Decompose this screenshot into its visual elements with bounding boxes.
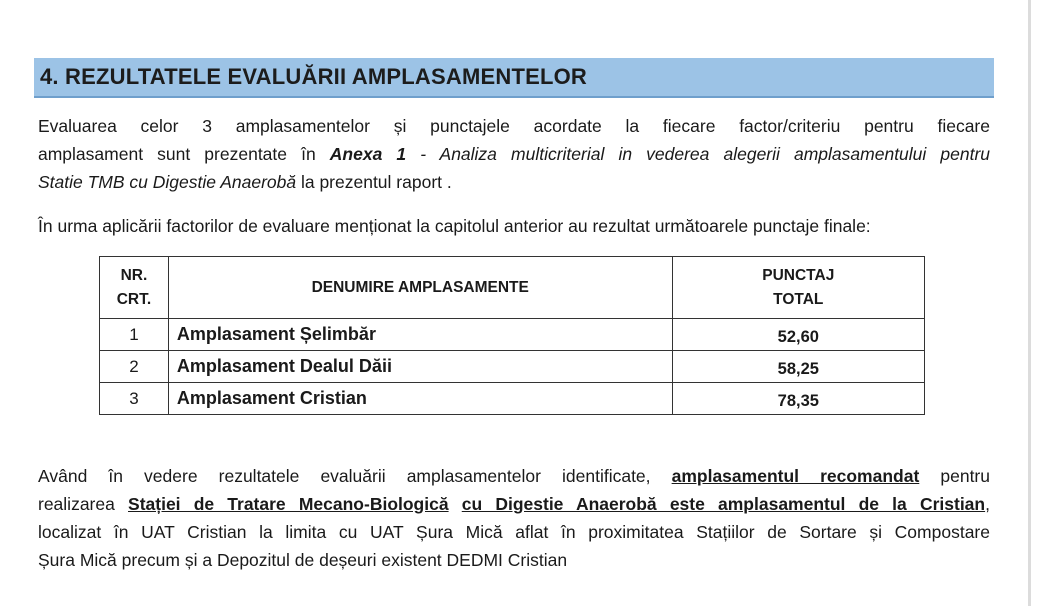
paragraph-intro-line-1: Evaluarea celor 3 amplasamentelor și punctajele acordate la fiecare factor/criteriu pentru fiecare: [38, 116, 990, 136]
header-nr-line2: CRT.: [116, 290, 152, 308]
text-normal: [449, 494, 462, 514]
row-score: 78,35: [672, 383, 924, 415]
table-header-row: [100, 257, 925, 319]
header-score: [672, 257, 924, 319]
annex-title-continued: Statie TMB cu Digestie Anaerobă: [38, 172, 297, 192]
paragraph-results-intro: [38, 212, 990, 240]
header-nr-crt: [100, 257, 169, 319]
row-name: Amplasament Cristian: [168, 383, 672, 415]
station-name-emphasis: Stației de Tratare Mecano-Biologică: [128, 494, 449, 514]
recommended-location-emphasis: cu Digestie Anaerobă este amplasamentul de la Cristian: [461, 494, 986, 514]
paragraph-conclusion-line-1: [38, 462, 990, 490]
table-row: [100, 383, 925, 415]
paragraph-intro-line-3: [38, 168, 990, 196]
paragraph-conclusion-line-4: Șura Mică precum și a Depozitul de deșeuri existent DEDMI Cristian: [38, 550, 568, 570]
text-normal: realizarea: [38, 494, 129, 514]
row-nr: 1: [100, 319, 169, 351]
paragraph-intro: [38, 112, 990, 196]
table-row: [100, 351, 925, 383]
section-heading: 4. REZULTATELE EVALUĂRII AMPLASAMENTELOR: [40, 64, 587, 89]
header-nr-line1: NR.: [120, 266, 148, 284]
paragraph-results-text: În urma aplicării factorilor de evaluare menționat la capitolul anterior au rezultat următoarele punctaje finale:: [38, 216, 871, 236]
text-normal: Având în vedere rezultatele evaluării amplasamentelor identificate,: [38, 466, 672, 486]
text-normal: amplasament sunt prezentate în: [38, 144, 330, 164]
row-name: Amplasament Șelimbăr: [168, 319, 672, 351]
paragraph-intro-line-2: [38, 140, 990, 168]
paragraph-conclusion-line-2: [38, 490, 990, 518]
row-score: 58,25: [672, 351, 924, 383]
row-nr: 2: [100, 351, 169, 383]
text-normal: pentru: [919, 466, 990, 486]
row-score: 52,60: [672, 319, 924, 351]
header-score-line1: PUNCTAJ: [762, 266, 835, 284]
annex-reference: Anexa 1: [329, 144, 407, 164]
text-normal: la prezentul raport .: [296, 172, 452, 192]
annex-title: - Analiza multicriterial in vederea alegerii amplasamentului pentru: [406, 144, 991, 164]
page-edge: [1028, 0, 1031, 606]
row-name: Amplasament Dealul Dăii: [168, 351, 672, 383]
paragraph-conclusion-line-3: localizat în UAT Cristian la limita cu UAT Șura Mică aflat în proximitatea Stațiilor de Sortare și Compostare: [38, 522, 990, 542]
results-table: [99, 256, 925, 415]
header-name: DENUMIRE AMPLASAMENTE: [168, 257, 672, 319]
header-score-line2: TOTAL: [773, 290, 824, 308]
text-normal: ,: [985, 494, 990, 514]
row-nr: 3: [100, 383, 169, 415]
paragraph-conclusion: [38, 462, 990, 574]
table-row: [100, 319, 925, 351]
recommended-site-emphasis: amplasamentul recomandat: [671, 466, 920, 486]
section-heading-bar: [34, 58, 994, 98]
